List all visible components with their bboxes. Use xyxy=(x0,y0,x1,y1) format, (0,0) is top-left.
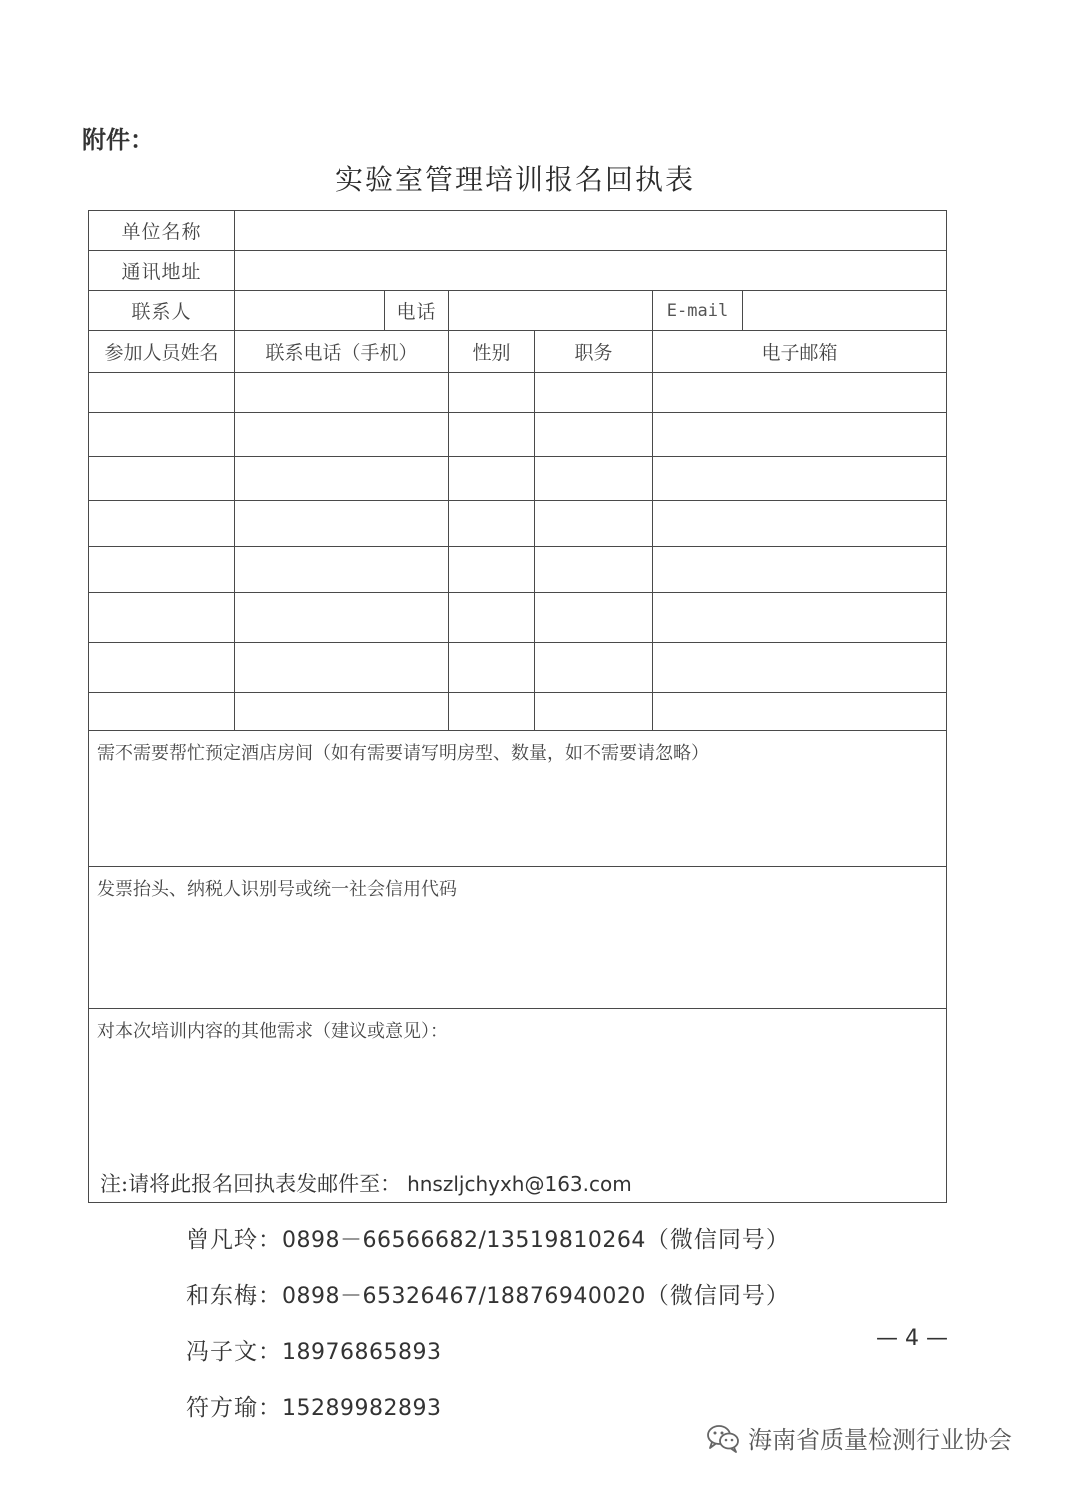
contact-person-field[interactable] xyxy=(235,291,385,331)
contact-name: 冯子文： xyxy=(186,1339,282,1365)
participant-cell[interactable] xyxy=(89,457,235,501)
address-label: 通讯地址 xyxy=(89,251,235,291)
registration-form-table xyxy=(88,210,947,1203)
participant-cell[interactable] xyxy=(235,457,449,501)
unit-name-field[interactable] xyxy=(235,211,947,251)
watermark-text: 海南省质量检测行业协会 xyxy=(748,1426,1012,1454)
participant-cell[interactable] xyxy=(449,413,535,457)
participant-header-position: 职务 xyxy=(535,331,653,373)
participant-cell[interactable] xyxy=(653,547,947,593)
participant-cell[interactable] xyxy=(235,593,449,643)
participant-cell[interactable] xyxy=(653,643,947,693)
participant-cell[interactable] xyxy=(449,593,535,643)
contact-line xyxy=(186,1268,1000,1324)
participant-row xyxy=(89,593,947,643)
participant-cell[interactable] xyxy=(535,593,653,643)
form-title: 实验室管理培训报名回执表 xyxy=(334,163,695,196)
hotel-booking-question: 需不需要帮忙预定酒店房间（如有需要请写明房型、数量，如不需要请忽略） xyxy=(97,743,709,764)
participant-header-gender: 性别 xyxy=(449,331,535,373)
participant-cell[interactable] xyxy=(535,457,653,501)
participant-cell[interactable] xyxy=(89,501,235,547)
notes-section xyxy=(100,1168,1000,1436)
participant-cell[interactable] xyxy=(535,373,653,413)
participant-cell[interactable] xyxy=(89,547,235,593)
participant-row xyxy=(89,373,947,413)
participant-cell[interactable] xyxy=(653,501,947,547)
other-requests-label: 对本次培训内容的其他需求（建议或意见）： xyxy=(97,1021,448,1042)
participant-cell[interactable] xyxy=(89,373,235,413)
unit-name-label: 单位名称 xyxy=(89,211,235,251)
participant-cell[interactable] xyxy=(653,593,947,643)
participant-cell[interactable] xyxy=(449,547,535,593)
wechat-icon xyxy=(706,1423,740,1453)
participant-cell[interactable] xyxy=(535,501,653,547)
contact-phone: 15289982893 xyxy=(282,1396,442,1421)
contact-phone: 0898－66566682/13519810264 xyxy=(282,1228,646,1253)
contact-phone: 18976865893 xyxy=(282,1340,442,1365)
participant-cell[interactable] xyxy=(535,693,653,731)
participant-cell[interactable] xyxy=(535,413,653,457)
participant-cell[interactable] xyxy=(449,693,535,731)
participant-cell[interactable] xyxy=(89,693,235,731)
email-label: E-mail xyxy=(653,291,743,331)
participant-cell[interactable] xyxy=(535,643,653,693)
participant-cell[interactable] xyxy=(449,457,535,501)
participant-header-row xyxy=(89,331,947,373)
participant-row xyxy=(89,413,947,457)
contact-note: （微信同号） xyxy=(645,1283,790,1309)
participant-row xyxy=(89,693,947,731)
email-field[interactable] xyxy=(743,291,947,331)
attachment-label: 附件： xyxy=(82,126,154,154)
participant-cell[interactable] xyxy=(89,413,235,457)
participant-cell[interactable] xyxy=(653,693,947,731)
contact-name: 符方瑜： xyxy=(186,1395,282,1421)
participant-cell[interactable] xyxy=(235,373,449,413)
invoice-label: 发票抬头、纳税人识别号或统一社会信用代码 xyxy=(97,879,457,900)
contact-name: 曾凡玲： xyxy=(186,1227,282,1253)
participant-header-name: 参加人员姓名 xyxy=(89,331,235,373)
hotel-booking-section[interactable] xyxy=(89,731,947,867)
participant-cell[interactable] xyxy=(535,547,653,593)
notes-intro-text: 注:请将此报名回执表发邮件至： xyxy=(100,1172,402,1196)
participant-cell[interactable] xyxy=(449,373,535,413)
invoice-section[interactable] xyxy=(89,867,947,1009)
participant-row xyxy=(89,457,947,501)
notes-intro xyxy=(100,1168,1000,1198)
participant-cell[interactable] xyxy=(89,593,235,643)
participant-row xyxy=(89,643,947,693)
contact-person-label: 联系人 xyxy=(89,291,235,331)
contact-line xyxy=(186,1212,1000,1268)
contact-note: （微信同号） xyxy=(645,1227,790,1253)
contact-name: 和东梅： xyxy=(186,1283,282,1309)
participant-cell[interactable] xyxy=(653,457,947,501)
phone-label: 电话 xyxy=(385,291,449,331)
participant-cell[interactable] xyxy=(653,413,947,457)
participant-cell[interactable] xyxy=(235,413,449,457)
participant-header-mobile: 联系电话（手机） xyxy=(235,331,449,373)
participant-cell[interactable] xyxy=(235,547,449,593)
notes-email-address: hnszljchyxh@163.com xyxy=(407,1172,632,1196)
contact-phone: 0898－65326467/18876940020 xyxy=(282,1284,646,1309)
participant-header-email: 电子邮箱 xyxy=(653,331,947,373)
phone-field[interactable] xyxy=(449,291,653,331)
participant-cell[interactable] xyxy=(449,643,535,693)
participant-cell[interactable] xyxy=(235,501,449,547)
participant-cell[interactable] xyxy=(449,501,535,547)
participant-cell[interactable] xyxy=(235,693,449,731)
page-number: — 4 — xyxy=(876,1326,948,1351)
address-field[interactable] xyxy=(235,251,947,291)
participant-cell[interactable] xyxy=(235,643,449,693)
participant-row xyxy=(89,501,947,547)
participant-cell[interactable] xyxy=(89,643,235,693)
participant-row xyxy=(89,547,947,593)
participant-cell[interactable] xyxy=(653,373,947,413)
watermark xyxy=(706,1420,1012,1455)
